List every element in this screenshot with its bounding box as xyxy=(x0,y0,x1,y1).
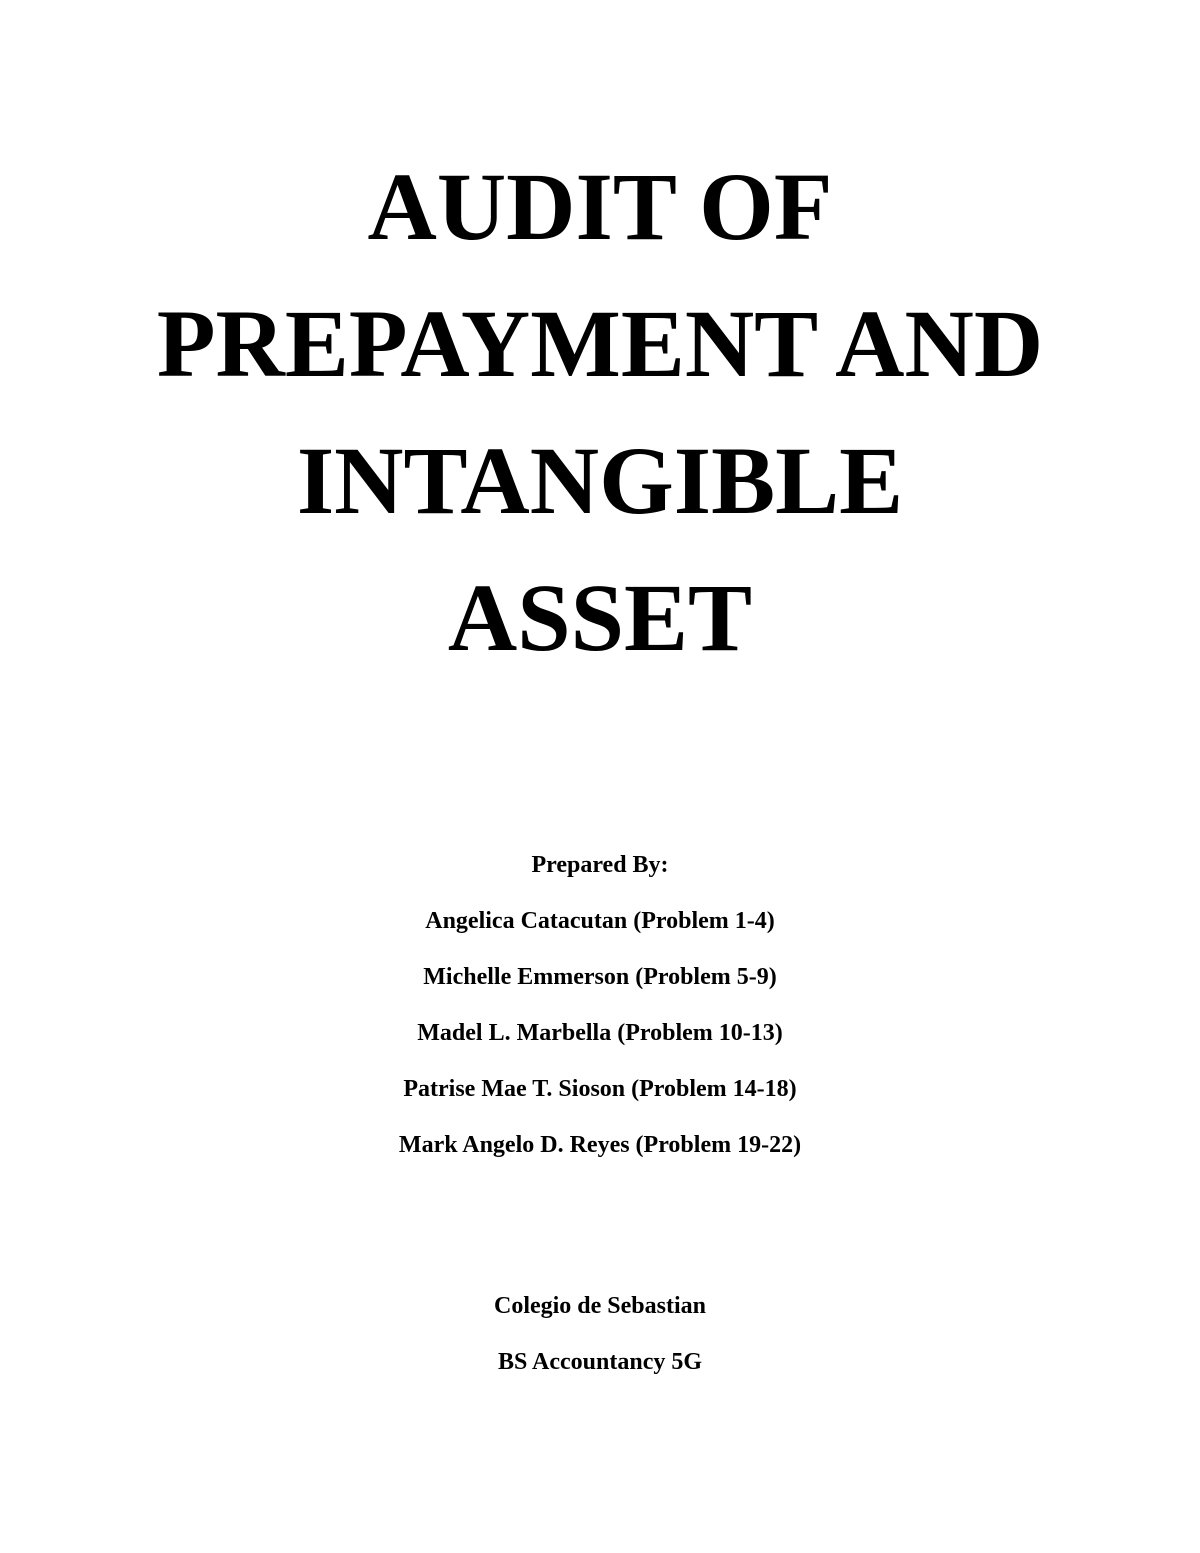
program-name: BS Accountancy 5G xyxy=(497,1349,703,1375)
title-line: ASSET xyxy=(447,564,753,671)
document-title xyxy=(0,138,1200,686)
school-name: Colegio de Sebastian xyxy=(493,1293,706,1319)
contributor-line: Angelica Catacutan (Problem 1-4) xyxy=(425,908,775,934)
prepared-by-heading: Prepared By: xyxy=(531,852,669,878)
title-line: AUDIT OF xyxy=(367,153,833,260)
title-line: PREPAYMENT AND xyxy=(156,290,1044,397)
title-line: INTANGIBLE xyxy=(296,427,904,534)
contributor-line: Mark Angelo D. Reyes (Problem 19-22) xyxy=(398,1132,802,1158)
contributor-line: Patrise Mae T. Sioson (Problem 14-18) xyxy=(403,1076,797,1102)
contributor-line: Michelle Emmerson (Problem 5-9) xyxy=(423,964,777,990)
prepared-by-section xyxy=(0,837,1200,1173)
contributor-line: Madel L. Marbella (Problem 10-13) xyxy=(417,1020,783,1046)
institution-section xyxy=(0,1278,1200,1390)
